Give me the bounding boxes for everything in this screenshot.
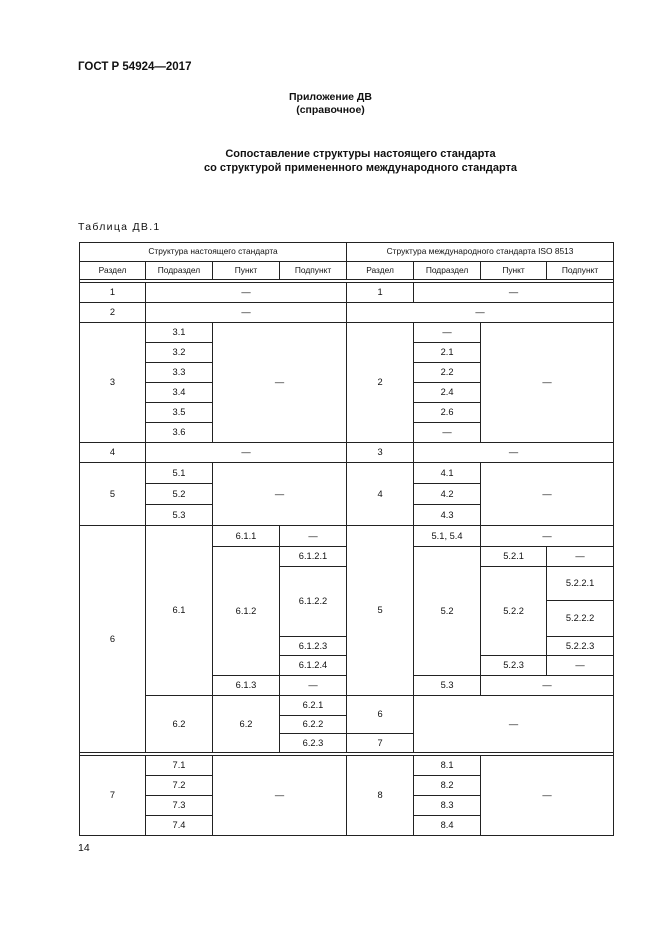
table-cell: 5.2.2.1 — [547, 567, 614, 601]
table-cell: 5.2.1 — [481, 547, 547, 567]
table-cell: 7.2 — [146, 776, 213, 796]
table-row — [80, 303, 614, 323]
table-cell: 3.3 — [146, 363, 213, 383]
appendix-title: Приложение ДВ — [289, 91, 372, 103]
table-cell: — — [280, 676, 347, 696]
table-cell: — — [146, 283, 347, 303]
table-cell: 6 — [347, 696, 414, 734]
table-cell: 3 — [80, 323, 146, 443]
header-row-groups — [80, 243, 614, 262]
group-left-header: Структура настоящего стандарта — [80, 243, 347, 262]
comparison-table — [79, 242, 614, 836]
table-cell: — — [213, 463, 347, 526]
table-cell: 2.6 — [414, 403, 481, 423]
table-cell: — — [481, 756, 614, 836]
table-cell: 6.2.1 — [280, 696, 347, 716]
table-cell: — — [481, 526, 614, 547]
table-cell: 1 — [80, 283, 146, 303]
table-cell: — — [146, 443, 347, 463]
table-row — [80, 696, 614, 716]
table-cell: 2.2 — [414, 363, 481, 383]
table-cell: 5 — [347, 526, 414, 696]
main-title-line1: Сопоставление структуры настоящего стандарта — [225, 148, 496, 160]
col-header: Подпункт — [280, 262, 347, 280]
table-cell: 7.4 — [146, 816, 213, 836]
table-cell: 3.2 — [146, 343, 213, 363]
header-row-columns — [80, 262, 614, 280]
table-cell: 8 — [347, 756, 414, 836]
table-cell: 8.4 — [414, 816, 481, 836]
table-cell: 3 — [347, 443, 414, 463]
page-number: 14 — [78, 842, 90, 854]
table-cell: 6.2.3 — [280, 734, 347, 753]
table-cell: 6.1.2.2 — [280, 567, 347, 637]
table-cell: 8.1 — [414, 756, 481, 776]
table-cell: 6.1.2.1 — [280, 547, 347, 567]
table-cell: 6.2 — [213, 696, 280, 753]
table-cell: 2 — [80, 303, 146, 323]
col-header: Подраздел — [414, 262, 481, 280]
table-cell: 6.2 — [146, 696, 213, 753]
table-cell: 6.1 — [146, 526, 213, 696]
col-header: Раздел — [347, 262, 414, 280]
table-row — [80, 463, 614, 484]
table-cell: — — [547, 547, 614, 567]
table-cell: — — [414, 443, 614, 463]
table-cell: 5 — [80, 463, 146, 526]
table-cell: 4.2 — [414, 484, 481, 505]
table-cell: 5.2.3 — [481, 656, 547, 676]
table-cell: 6.1.1 — [213, 526, 280, 547]
table-cell: 5.2.2.2 — [547, 601, 614, 637]
col-header: Подпункт — [547, 262, 614, 280]
table-cell: — — [146, 303, 347, 323]
table-row — [80, 323, 614, 343]
table-cell: — — [414, 283, 614, 303]
col-header: Пункт — [213, 262, 280, 280]
col-header: Пункт — [481, 262, 547, 280]
table-cell: 6.2.2 — [280, 716, 347, 734]
table-cell: — — [213, 756, 347, 836]
table-cell: 4.1 — [414, 463, 481, 484]
table-row — [80, 443, 614, 463]
table-cell: 6.1.3 — [213, 676, 280, 696]
col-header: Подраздел — [146, 262, 213, 280]
table-cell: — — [414, 696, 614, 753]
table-cell: — — [547, 656, 614, 676]
table-cell: — — [414, 323, 481, 343]
group-right-header: Структура международного стандарта ISO 8513 — [347, 243, 614, 262]
table-cell: 3.1 — [146, 323, 213, 343]
table-cell: 3.5 — [146, 403, 213, 423]
table-cell: 5.2.2 — [481, 567, 547, 656]
table-cell: 8.2 — [414, 776, 481, 796]
table-cell: 2 — [347, 323, 414, 443]
appendix-subtitle: (справочное) — [296, 104, 365, 116]
table-cell: 7.1 — [146, 756, 213, 776]
table-cell: 5.1, 5.4 — [414, 526, 481, 547]
table-cell: 4 — [80, 443, 146, 463]
table-cell: 5.3 — [146, 505, 213, 526]
table-cell: 8.3 — [414, 796, 481, 816]
table-cell: 4 — [347, 463, 414, 526]
table-cell: 6.1.2.4 — [280, 656, 347, 676]
table-cell: 5.2 — [414, 547, 481, 676]
document-id: ГОСТ Р 54924—2017 — [78, 61, 192, 73]
table-cell: 7 — [347, 734, 414, 753]
table-cell: 7 — [80, 756, 146, 836]
table-cell: 2.4 — [414, 383, 481, 403]
table-cell: — — [280, 526, 347, 547]
table-cell: 3.4 — [146, 383, 213, 403]
table-cell: 6.1.2.3 — [280, 637, 347, 656]
table-caption: Таблица ДВ.1 — [78, 221, 161, 233]
table-cell: — — [481, 676, 614, 696]
table-cell: — — [481, 463, 614, 526]
table-cell: — — [347, 303, 614, 323]
table-cell: 7.3 — [146, 796, 213, 816]
main-title-line2: со структурой примененного международного стандарта — [203, 162, 518, 174]
table-cell: 5.3 — [414, 676, 481, 696]
table-cell: 6 — [80, 526, 146, 753]
table-cell: — — [213, 323, 347, 443]
table-cell: 3.6 — [146, 423, 213, 443]
table-cell: 2.1 — [414, 343, 481, 363]
table-row — [80, 283, 614, 303]
table-cell: 6.1.2 — [213, 547, 280, 676]
table-cell: 5.2.2.3 — [547, 637, 614, 656]
table-cell: — — [414, 423, 481, 443]
table-row — [80, 756, 614, 776]
table-row — [80, 526, 614, 547]
table-cell: — — [481, 323, 614, 443]
table-cell: 5.2 — [146, 484, 213, 505]
table-cell: 1 — [347, 283, 414, 303]
table-cell: 5.1 — [146, 463, 213, 484]
col-header: Раздел — [80, 262, 146, 280]
table-cell: 4.3 — [414, 505, 481, 526]
